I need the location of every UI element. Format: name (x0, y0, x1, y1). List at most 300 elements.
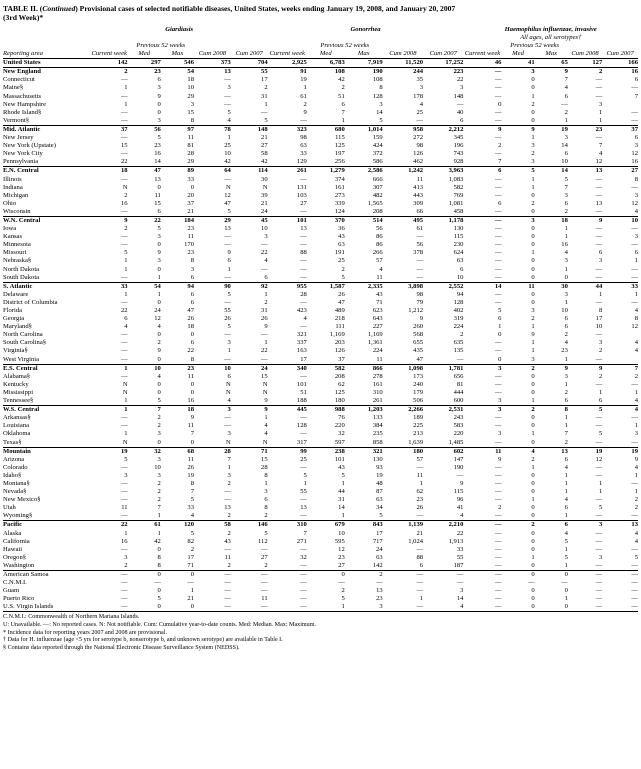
row-value: 180 (413, 447, 424, 455)
row-value: 12 (338, 545, 345, 553)
row-value: — (463, 208, 501, 217)
row-value: 9 (124, 216, 128, 224)
row-value: — (224, 241, 231, 249)
row-value: 31 (261, 307, 268, 314)
table-row (3, 291, 638, 299)
row-value: 25 (338, 257, 345, 265)
row-value: 17 (595, 315, 603, 323)
row-value: — (300, 175, 307, 183)
row-value: 4 (634, 463, 638, 471)
row-value: 602 (453, 447, 464, 455)
row-value: 958 (413, 125, 424, 133)
row-value: 190 (453, 463, 464, 471)
row-value: 5 (227, 290, 231, 298)
row-value: 9 (564, 364, 568, 372)
row-value: 2 (194, 512, 231, 521)
row-value: 19 (595, 447, 603, 455)
row-value: 8 (564, 406, 568, 414)
row-value: 666 (372, 175, 383, 183)
row-value: 378 (413, 249, 424, 257)
row-value: 2 (124, 191, 128, 199)
row-value: 4 (161, 512, 194, 521)
table-row (3, 68, 638, 77)
row-value: 10 (224, 150, 231, 158)
row-value: 4 (564, 84, 568, 92)
row-value: 402 (453, 307, 464, 314)
row-value: 115 (453, 233, 464, 241)
row-value: 310 (296, 521, 307, 529)
row-value: 98 (416, 142, 424, 150)
row-value: 191 (334, 249, 345, 257)
row-value: 3 (264, 233, 268, 241)
row-value: 3 (498, 406, 502, 414)
row-value: 11 (528, 282, 535, 290)
row-value: — (561, 100, 568, 108)
row-value: — (456, 100, 464, 108)
row-value: — (224, 233, 231, 241)
row-value: 1 (124, 265, 128, 273)
row-value: 4 (564, 496, 568, 504)
row-value: — (494, 347, 502, 355)
row-value: 2 (564, 108, 568, 116)
row-value: — (595, 265, 603, 273)
row-value: 256 (307, 158, 345, 167)
row-value: 81 (187, 142, 195, 150)
row-value: 4 (598, 150, 603, 158)
row-value: 22 (120, 521, 128, 529)
row-value: 33 (187, 175, 195, 183)
footnotes (3, 614, 638, 652)
row-value: 5 (231, 117, 268, 126)
row-value: 2 (341, 265, 345, 273)
row-value: 6 (498, 199, 502, 207)
row-value: 208 (345, 208, 383, 217)
row-value: 1 (598, 108, 603, 116)
row-value: 243 (453, 414, 464, 422)
row-value: 86 (376, 233, 383, 241)
row-value: — (91, 512, 128, 521)
row-value: 0 (531, 414, 535, 422)
row-value: 41 (456, 504, 464, 512)
row-value: 6,783 (307, 59, 345, 68)
row-value: 2 (531, 364, 535, 372)
row-value: 103 (296, 191, 307, 199)
row-value: 3 (227, 471, 231, 479)
row-value: 21 (261, 134, 268, 142)
row-value: 5 (227, 323, 231, 331)
row-value: 1 (419, 479, 424, 487)
row-value: 57 (416, 455, 424, 463)
row-value: 5 (157, 134, 161, 142)
table-row (3, 241, 638, 249)
row-value: 0 (531, 571, 535, 578)
row-value: — (300, 298, 307, 306)
row-value: — (494, 488, 502, 496)
row-value: 6 (227, 372, 231, 380)
row-value: 0 (531, 76, 535, 84)
row-area-label: Virginia§ (3, 347, 28, 355)
row-value: 1 (227, 134, 231, 142)
row-value: — (300, 257, 307, 265)
row-value: 62 (416, 488, 424, 496)
row-value: 1 (564, 471, 568, 479)
row-value: 224 (453, 323, 464, 331)
row-value: 142 (91, 59, 128, 68)
haemophilus-prev52-label: Previous 52 weeks (510, 42, 560, 49)
row-value: 2 (634, 496, 638, 504)
row-value: 15 (187, 108, 195, 116)
row-value: 1 (264, 100, 268, 108)
row-value: 2 (531, 455, 535, 463)
table-row (3, 456, 638, 464)
row-value: 0 (157, 380, 161, 388)
row-value: 11 (224, 553, 231, 561)
row-value: 1 (531, 496, 535, 504)
row-value: 0 (531, 257, 535, 265)
table-row (3, 488, 638, 496)
row-value: 680 (334, 125, 345, 133)
row-value: — (224, 587, 231, 595)
row-value: 120 (184, 521, 195, 529)
row-value: 56 (416, 241, 424, 249)
row-value: — (463, 274, 501, 283)
row-value: 1 (303, 84, 307, 92)
row-value: 444 (453, 388, 464, 396)
row-value: 146 (257, 521, 268, 529)
row-value: — (120, 579, 128, 587)
row-value: 12 (224, 191, 231, 199)
row-value: 3 (564, 134, 568, 142)
row-value: 9 (264, 406, 268, 414)
row-value: 99 (300, 447, 307, 455)
table-row (3, 480, 638, 488)
row-area-label: New Jersey (3, 134, 34, 142)
row-value: 2 (598, 372, 603, 380)
row-value: 55 (300, 488, 307, 496)
row-value: 2 (598, 68, 603, 76)
row-value: 2 (531, 406, 535, 414)
footnote-3: † Data for H. influenzae (age <5 yrs for serotype b, nonserotype b, and unknown serotype) are available in Table I. (3, 637, 283, 644)
row-value (602, 331, 638, 339)
row-value: 1,485 (423, 439, 463, 448)
row-value: 14 (456, 595, 464, 603)
row-value: 12 (631, 323, 638, 331)
row-value: 32 (338, 430, 345, 438)
row-value: — (224, 545, 231, 553)
row-value: 223 (453, 68, 464, 76)
row-value: 34 (376, 504, 383, 512)
row-value: — (120, 134, 128, 142)
row-value: — (494, 257, 502, 265)
row-value: — (224, 331, 231, 339)
row-value: 8 (190, 257, 195, 265)
row-value: 1 (535, 356, 568, 365)
row-value: 5 (128, 397, 161, 406)
row-value: — (261, 241, 268, 249)
row-value: 2 (564, 331, 568, 339)
row-value: 0 (157, 388, 161, 396)
row-value: 0 (531, 380, 535, 388)
row-value: 506 (383, 397, 423, 406)
row-value: — (494, 545, 502, 553)
row-value: 1 (124, 84, 128, 92)
row-value: 22 (261, 249, 268, 257)
col-haemophilus-med: Med (501, 50, 534, 59)
row-value: 2 (498, 142, 502, 150)
row-value: — (224, 298, 231, 306)
table-row (3, 521, 638, 530)
row-value: — (91, 603, 128, 612)
row-value: 6 (383, 562, 423, 571)
row-value: 57 (376, 257, 383, 265)
row-value: — (595, 579, 603, 587)
row-value: 115 (453, 488, 464, 496)
row-value: 71 (261, 447, 268, 455)
row-value: 218 (334, 315, 345, 323)
row-value: — (300, 463, 307, 471)
row-value: 19 (120, 447, 128, 455)
row-value: 372 (372, 150, 383, 158)
row-value: 62 (338, 380, 345, 388)
row-value: 1 (634, 488, 638, 496)
table-row (3, 472, 638, 480)
footnote-1: U: Unavailable. —: No reported cases. N: Not notifiable. Cum: Cumulative year-to-date counts. Med: Median. Max: Maximum. (3, 622, 316, 629)
row-value: — (261, 571, 268, 578)
row-value: 339 (334, 199, 345, 207)
row-value: — (602, 274, 638, 283)
row-value: N (122, 388, 128, 396)
row-value: N (226, 183, 231, 191)
row-value: — (595, 422, 603, 430)
row-value: 0 (157, 241, 161, 249)
row-value: 3 (264, 488, 268, 496)
table-row (3, 184, 638, 192)
row-value: — (494, 92, 502, 100)
row-value: 1,587 (329, 282, 345, 290)
row-value: 2 (231, 512, 268, 521)
row-value: — (568, 562, 602, 571)
row-value: 11 (345, 356, 383, 365)
row-value: — (154, 579, 161, 587)
row-value: — (91, 117, 128, 126)
row-value: — (224, 595, 231, 603)
row-value: 7 (190, 488, 195, 496)
row-value: 373 (194, 59, 231, 68)
row-value: — (494, 339, 502, 347)
row-value: — (602, 603, 638, 612)
row-value: 1,178 (448, 216, 464, 224)
row-value: 166 (602, 59, 638, 68)
row-value: 6 (190, 339, 195, 347)
row-value: 0 (128, 603, 161, 612)
row-value: 56 (154, 125, 161, 133)
row-value: 4 (379, 265, 383, 273)
row-value: 10 (261, 225, 268, 233)
row-value: 126 (334, 347, 345, 355)
row-value: — (300, 241, 307, 249)
row-value: — (494, 249, 502, 257)
row-value: 6 (341, 100, 345, 108)
row-area-label: California (3, 537, 30, 545)
row-value: 18 (120, 167, 128, 175)
row-value: 6 (124, 315, 128, 323)
row-value: 266 (372, 249, 383, 257)
row-value: — (261, 265, 268, 273)
row-value: 858 (345, 439, 383, 448)
row-value: 704 (231, 59, 268, 68)
row-value: 6 (157, 76, 161, 84)
row-value: 2 (341, 587, 345, 595)
row-value: 42 (231, 158, 268, 167)
row-value: — (120, 108, 128, 116)
row-value: 112 (257, 537, 268, 545)
row-area-label: Kentucky (3, 380, 29, 388)
table-body (3, 59, 638, 612)
row-value: 47 (383, 356, 423, 365)
row-value: 1 (535, 117, 568, 126)
row-value: — (463, 562, 501, 571)
table-row (3, 192, 638, 200)
row-value: 13 (595, 199, 603, 207)
row-value: 0 (157, 298, 161, 306)
row-value: 58 (224, 521, 231, 529)
row-value: — (494, 216, 502, 224)
row-value: 189 (413, 414, 424, 422)
row-value: 54 (154, 282, 161, 290)
row-value: 2 (157, 479, 161, 487)
row-value: 5 (341, 471, 345, 479)
row-value: 0 (564, 571, 568, 578)
row-value: 125 (334, 388, 345, 396)
row-value: — (595, 233, 603, 241)
row-value: — (595, 225, 603, 233)
row-value: 1 (564, 595, 568, 603)
row-value: 8 (264, 504, 268, 512)
row-value: 1 (598, 479, 603, 487)
row-value: 22 (456, 76, 464, 84)
row-value: 6 (564, 315, 568, 323)
row-value: 5 (598, 504, 603, 512)
row-value: — (494, 175, 502, 183)
row-value: 3 (564, 372, 568, 380)
row-value: — (631, 479, 638, 487)
row-value: — (120, 233, 128, 241)
row-value: 0 (531, 479, 535, 487)
row-value: — (224, 92, 231, 100)
row-area-label: Mountain (3, 447, 31, 455)
row-value: — (631, 108, 638, 116)
row-value: — (268, 208, 307, 217)
row-value: 19 (376, 471, 383, 479)
row-area-label: New Mexico§ (3, 496, 41, 504)
row-value: 58 (261, 150, 268, 158)
row-value: 114 (258, 167, 268, 175)
row-area-label: E.S. Central (3, 364, 38, 372)
row-value: 12 (568, 158, 602, 167)
row-value: 0 (531, 191, 535, 199)
row-value: 128 (296, 422, 307, 430)
row-value: N (262, 388, 268, 396)
row-value: 127 (568, 59, 602, 68)
row-value: 11 (416, 175, 424, 183)
row-value: 0 (157, 587, 161, 595)
row-value: 623 (372, 307, 383, 314)
table-row (3, 571, 638, 580)
row-value: 11 (261, 595, 268, 603)
row-value: 3 (460, 587, 464, 595)
row-value: — (494, 414, 502, 422)
row-value: — (120, 76, 128, 84)
row-value: 3 (598, 339, 603, 347)
row-value: 2 (379, 571, 383, 578)
row-value: 4 (634, 307, 638, 314)
row-value: 63 (300, 142, 307, 150)
table-row (3, 397, 638, 406)
row-value: 2 (264, 84, 268, 92)
row-value: — (494, 380, 502, 388)
row-value: 2 (531, 150, 535, 158)
row-value: 9 (598, 364, 603, 372)
row-value: 31 (338, 496, 345, 504)
row-value: 11 (187, 372, 195, 380)
row-value: — (231, 356, 268, 365)
row-value: 1,169 (329, 331, 345, 339)
row-value: — (91, 208, 128, 217)
row-value: — (631, 380, 638, 388)
table-row (3, 134, 638, 142)
row-value: 9 (157, 92, 161, 100)
row-value: 10 (535, 158, 568, 167)
row-value: 0 (498, 100, 502, 108)
row-value: 1 (564, 298, 568, 306)
row-value: 101 (296, 380, 307, 388)
col-haemophilus-current-week: Current week (464, 50, 501, 58)
row-value: 1 (634, 388, 638, 396)
row-area-label: Oregon§ (3, 553, 27, 561)
row-value: 297 (128, 59, 161, 68)
row-value: — (568, 356, 602, 365)
row-value: 4 (264, 422, 268, 430)
row-value: — (261, 587, 268, 595)
row-value: N (231, 439, 268, 448)
row-value: 25 (416, 108, 424, 116)
row-value: — (120, 372, 128, 380)
row-value: 0 (157, 545, 161, 553)
row-area-label: Guam (3, 587, 20, 595)
row-value: — (268, 512, 307, 521)
row-value: 8 (157, 553, 161, 561)
row-area-label: Utah (3, 504, 16, 512)
row-value: 173 (413, 372, 424, 380)
footnote-0: C.N.M.I.: Commonwealth of Northern Mariana Islands. (3, 614, 140, 621)
row-value: — (595, 331, 603, 339)
row-value: — (300, 323, 307, 331)
row-value: 495 (413, 216, 424, 224)
row-value: 6 (564, 455, 568, 463)
row-value: 33 (120, 282, 128, 290)
row-value: — (456, 571, 464, 578)
row-value: 88 (416, 553, 424, 561)
row-value: 244 (413, 68, 424, 76)
row-value: 4 (634, 339, 638, 347)
row-value: 9 (231, 397, 268, 406)
table-row (3, 233, 638, 241)
row-value: 55 (456, 553, 464, 561)
row-value: 5 (264, 529, 268, 537)
row-value: 6 (598, 249, 603, 257)
row-value: 45 (261, 216, 268, 224)
row-value: 43 (376, 290, 383, 298)
